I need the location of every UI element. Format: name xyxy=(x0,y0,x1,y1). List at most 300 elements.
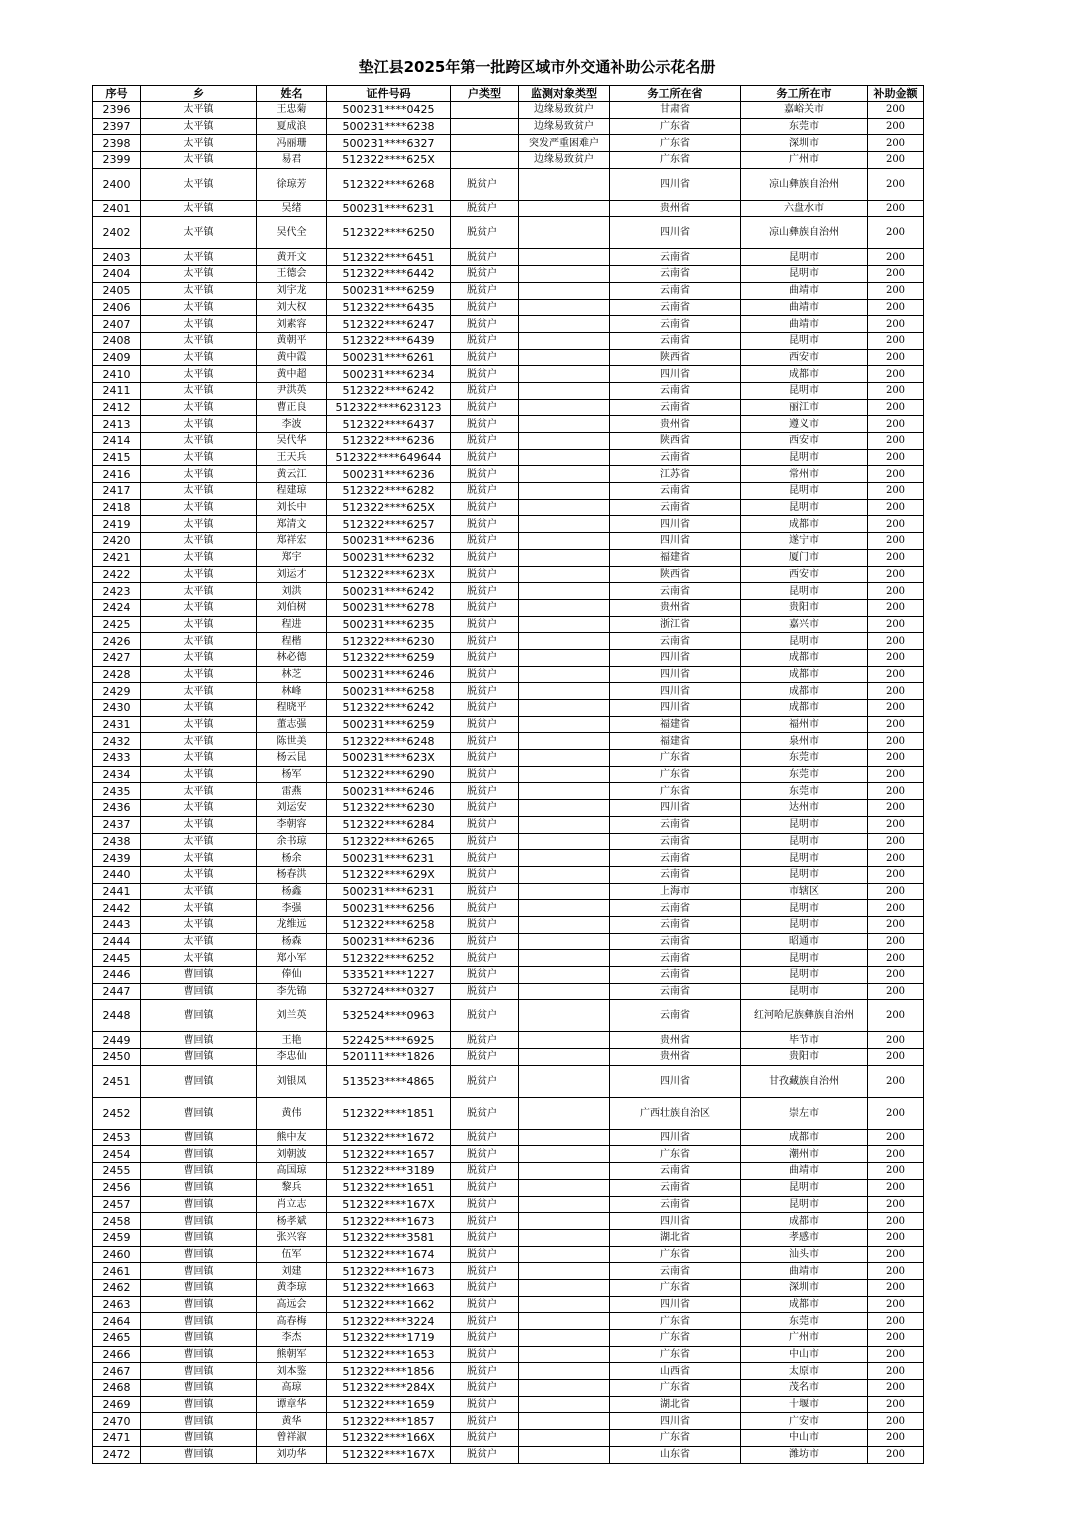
cell-work-province: 陕西省 xyxy=(610,433,741,450)
cell-monitor-type xyxy=(519,733,610,750)
cell-serial: 2428 xyxy=(93,666,141,683)
cell-name: 高远会 xyxy=(257,1296,327,1313)
cell-serial: 2412 xyxy=(93,399,141,416)
cell-town: 太平镇 xyxy=(141,866,257,883)
cell-id-number: 512322****6259 xyxy=(327,649,451,666)
cell-serial: 2398 xyxy=(93,135,141,152)
cell-town: 曹回镇 xyxy=(141,1229,257,1246)
cell-id-number: 500231****6235 xyxy=(327,616,451,633)
cell-work-province: 广东省 xyxy=(610,135,741,152)
cell-name: 郑清文 xyxy=(257,516,327,533)
cell-work-province: 四川省 xyxy=(610,217,741,249)
cell-household-type: 脱贫户 xyxy=(451,1296,519,1313)
cell-work-city: 广州市 xyxy=(741,1330,868,1347)
cell-work-city: 成都市 xyxy=(741,1296,868,1313)
cell-work-province: 上海市 xyxy=(610,883,741,900)
cell-name: 郑小军 xyxy=(257,950,327,967)
cell-serial: 2403 xyxy=(93,249,141,266)
cell-name: 程进 xyxy=(257,616,327,633)
cell-monitor-type xyxy=(519,1263,610,1280)
cell-id-number: 500231****6259 xyxy=(327,282,451,299)
cell-household-type: 脱贫户 xyxy=(451,1049,519,1066)
cell-monitor-type xyxy=(519,1380,610,1397)
cell-household-type: 脱贫户 xyxy=(451,1430,519,1447)
cell-household-type: 脱贫户 xyxy=(451,1396,519,1413)
cell-town: 曹回镇 xyxy=(141,1000,257,1032)
cell-town: 曹回镇 xyxy=(141,1346,257,1363)
cell-work-city: 昭通市 xyxy=(741,933,868,950)
cell-town: 曹回镇 xyxy=(141,1213,257,1230)
cell-serial: 2447 xyxy=(93,983,141,1000)
cell-household-type: 脱贫户 xyxy=(451,666,519,683)
cell-town: 太平镇 xyxy=(141,382,257,399)
cell-work-city: 昆明市 xyxy=(741,983,868,1000)
cell-subsidy-amount: 200 xyxy=(868,1430,924,1447)
table-row xyxy=(93,449,924,466)
cell-monitor-type xyxy=(519,332,610,349)
cell-subsidy-amount: 200 xyxy=(868,499,924,516)
cell-subsidy-amount: 200 xyxy=(868,816,924,833)
cell-id-number: 500231****6231 xyxy=(327,883,451,900)
cell-subsidy-amount: 200 xyxy=(868,1246,924,1263)
cell-town: 太平镇 xyxy=(141,833,257,850)
cell-serial: 2417 xyxy=(93,483,141,500)
cell-monitor-type xyxy=(519,349,610,366)
cell-household-type: 脱贫户 xyxy=(451,933,519,950)
table-row xyxy=(93,733,924,750)
table-row xyxy=(93,200,924,217)
cell-monitor-type xyxy=(519,633,610,650)
cell-work-city: 潍坊市 xyxy=(741,1446,868,1463)
table-row xyxy=(93,1313,924,1330)
cell-serial: 2415 xyxy=(93,449,141,466)
cell-serial: 2407 xyxy=(93,316,141,333)
cell-subsidy-amount: 200 xyxy=(868,416,924,433)
cell-town: 曹回镇 xyxy=(141,983,257,1000)
cell-name: 林峰 xyxy=(257,683,327,700)
cell-subsidy-amount: 200 xyxy=(868,716,924,733)
table-row xyxy=(93,366,924,383)
cell-household-type: 脱贫户 xyxy=(451,683,519,700)
cell-town: 太平镇 xyxy=(141,666,257,683)
cell-work-province: 陕西省 xyxy=(610,349,741,366)
cell-work-province: 贵州省 xyxy=(610,1049,741,1066)
cell-town: 太平镇 xyxy=(141,750,257,767)
cell-household-type: 脱贫户 xyxy=(451,1146,519,1163)
cell-serial: 2421 xyxy=(93,549,141,566)
cell-work-province: 四川省 xyxy=(610,168,741,200)
cell-monitor-type xyxy=(519,816,610,833)
cell-work-city: 成都市 xyxy=(741,649,868,666)
cell-household-type xyxy=(451,135,519,152)
cell-name: 易君 xyxy=(257,152,327,169)
cell-monitor-type xyxy=(519,466,610,483)
cell-serial: 2466 xyxy=(93,1346,141,1363)
cell-subsidy-amount: 200 xyxy=(868,800,924,817)
cell-serial: 2409 xyxy=(93,349,141,366)
cell-work-city: 昆明市 xyxy=(741,833,868,850)
cell-work-city: 东莞市 xyxy=(741,783,868,800)
table-row xyxy=(93,666,924,683)
cell-work-city: 昆明市 xyxy=(741,900,868,917)
cell-subsidy-amount: 200 xyxy=(868,649,924,666)
cell-town: 太平镇 xyxy=(141,299,257,316)
cell-town: 太平镇 xyxy=(141,566,257,583)
cell-work-city: 昆明市 xyxy=(741,816,868,833)
cell-id-number: 512322****6268 xyxy=(327,168,451,200)
cell-name: 杨军 xyxy=(257,766,327,783)
cell-id-number: 500231****623X xyxy=(327,750,451,767)
cell-serial: 2406 xyxy=(93,299,141,316)
cell-monitor-type xyxy=(519,483,610,500)
cell-work-province: 广东省 xyxy=(610,1313,741,1330)
cell-subsidy-amount: 200 xyxy=(868,883,924,900)
cell-subsidy-amount: 200 xyxy=(868,349,924,366)
cell-work-city: 凉山彝族自治州 xyxy=(741,168,868,200)
cell-subsidy-amount: 200 xyxy=(868,433,924,450)
table-row xyxy=(93,299,924,316)
cell-serial: 2442 xyxy=(93,900,141,917)
cell-serial: 2402 xyxy=(93,217,141,249)
cell-work-province: 云南省 xyxy=(610,299,741,316)
cell-work-city: 常州市 xyxy=(741,466,868,483)
cell-id-number: 512322****166X xyxy=(327,1430,451,1447)
cell-id-number: 512322****6290 xyxy=(327,766,451,783)
cell-town: 曹回镇 xyxy=(141,1296,257,1313)
cell-serial: 2449 xyxy=(93,1032,141,1049)
cell-monitor-type xyxy=(519,1396,610,1413)
cell-serial: 2468 xyxy=(93,1380,141,1397)
cell-work-province: 四川省 xyxy=(610,366,741,383)
cell-serial: 2399 xyxy=(93,152,141,169)
cell-work-city: 丽江市 xyxy=(741,399,868,416)
cell-id-number: 512322****6282 xyxy=(327,483,451,500)
cell-id-number: 512322****6257 xyxy=(327,516,451,533)
table-row xyxy=(93,1049,924,1066)
cell-work-city: 甘孜藏族自治州 xyxy=(741,1065,868,1097)
cell-work-province: 广西壮族自治区 xyxy=(610,1097,741,1129)
cell-serial: 2454 xyxy=(93,1146,141,1163)
table-row xyxy=(93,382,924,399)
cell-town: 太平镇 xyxy=(141,583,257,600)
cell-serial: 2416 xyxy=(93,466,141,483)
cell-name: 黄开文 xyxy=(257,249,327,266)
cell-work-province: 云南省 xyxy=(610,816,741,833)
cell-work-city: 昆明市 xyxy=(741,950,868,967)
cell-subsidy-amount: 200 xyxy=(868,566,924,583)
cell-name: 程建琼 xyxy=(257,483,327,500)
table-row xyxy=(93,967,924,984)
cell-serial: 2460 xyxy=(93,1246,141,1263)
cell-work-city: 中山市 xyxy=(741,1430,868,1447)
header-monitor-type: 监测对象类型 xyxy=(519,86,610,102)
cell-monitor-type xyxy=(519,1363,610,1380)
cell-town: 太平镇 xyxy=(141,766,257,783)
cell-town: 曹回镇 xyxy=(141,1146,257,1163)
cell-id-number: 512322****6248 xyxy=(327,733,451,750)
cell-monitor-type xyxy=(519,750,610,767)
cell-monitor-type xyxy=(519,1065,610,1097)
cell-work-province: 云南省 xyxy=(610,382,741,399)
cell-serial: 2456 xyxy=(93,1179,141,1196)
cell-town: 太平镇 xyxy=(141,716,257,733)
table-row xyxy=(93,1163,924,1180)
cell-id-number: 512322****1659 xyxy=(327,1396,451,1413)
cell-town: 曹回镇 xyxy=(141,1032,257,1049)
cell-subsidy-amount: 200 xyxy=(868,750,924,767)
cell-town: 太平镇 xyxy=(141,416,257,433)
cell-subsidy-amount: 200 xyxy=(868,866,924,883)
cell-subsidy-amount: 200 xyxy=(868,1330,924,1347)
cell-household-type: 脱贫户 xyxy=(451,466,519,483)
cell-work-province: 广东省 xyxy=(610,152,741,169)
cell-monitor-type xyxy=(519,700,610,717)
cell-id-number: 512322****6265 xyxy=(327,833,451,850)
cell-id-number: 500231****6256 xyxy=(327,900,451,917)
cell-monitor-type xyxy=(519,1146,610,1163)
cell-id-number: 512322****1663 xyxy=(327,1279,451,1296)
table-row xyxy=(93,616,924,633)
cell-serial: 2453 xyxy=(93,1129,141,1146)
table-row xyxy=(93,1196,924,1213)
header-town: 乡 xyxy=(141,86,257,102)
cell-town: 太平镇 xyxy=(141,783,257,800)
cell-work-province: 云南省 xyxy=(610,266,741,283)
cell-town: 曹回镇 xyxy=(141,1065,257,1097)
cell-town: 曹回镇 xyxy=(141,1097,257,1129)
cell-household-type xyxy=(451,118,519,135)
cell-work-city: 茂名市 xyxy=(741,1380,868,1397)
cell-work-city: 曲靖市 xyxy=(741,1163,868,1180)
cell-id-number: 512322****3581 xyxy=(327,1229,451,1246)
cell-serial: 2420 xyxy=(93,533,141,550)
cell-subsidy-amount: 200 xyxy=(868,666,924,683)
cell-work-city: 福州市 xyxy=(741,716,868,733)
cell-subsidy-amount: 200 xyxy=(868,1129,924,1146)
cell-town: 曹回镇 xyxy=(141,1430,257,1447)
cell-subsidy-amount: 200 xyxy=(868,332,924,349)
cell-town: 太平镇 xyxy=(141,449,257,466)
cell-subsidy-amount: 200 xyxy=(868,1346,924,1363)
cell-work-province: 云南省 xyxy=(610,332,741,349)
cell-subsidy-amount: 200 xyxy=(868,217,924,249)
cell-work-city: 崇左市 xyxy=(741,1097,868,1129)
cell-serial: 2431 xyxy=(93,716,141,733)
cell-id-number: 512322****1719 xyxy=(327,1330,451,1347)
table-row xyxy=(93,1097,924,1129)
table-row xyxy=(93,1363,924,1380)
cell-serial: 2401 xyxy=(93,200,141,217)
cell-household-type: 脱贫户 xyxy=(451,1380,519,1397)
cell-serial: 2465 xyxy=(93,1330,141,1347)
cell-id-number: 512322****1674 xyxy=(327,1246,451,1263)
cell-serial: 2433 xyxy=(93,750,141,767)
cell-id-number: 532724****0327 xyxy=(327,983,451,1000)
cell-monitor-type xyxy=(519,1246,610,1263)
cell-name: 高国琼 xyxy=(257,1163,327,1180)
table-row xyxy=(93,282,924,299)
cell-id-number: 500231****6236 xyxy=(327,533,451,550)
cell-subsidy-amount: 200 xyxy=(868,316,924,333)
cell-work-city: 昆明市 xyxy=(741,449,868,466)
cell-name: 黎兵 xyxy=(257,1179,327,1196)
cell-name: 王天兵 xyxy=(257,449,327,466)
cell-id-number: 512322****6230 xyxy=(327,633,451,650)
cell-work-city: 昆明市 xyxy=(741,633,868,650)
cell-household-type: 脱贫户 xyxy=(451,382,519,399)
cell-town: 太平镇 xyxy=(141,316,257,333)
cell-monitor-type xyxy=(519,1163,610,1180)
cell-monitor-type xyxy=(519,583,610,600)
cell-name: 刘功华 xyxy=(257,1446,327,1463)
cell-monitor-type xyxy=(519,516,610,533)
cell-subsidy-amount: 200 xyxy=(868,700,924,717)
cell-town: 太平镇 xyxy=(141,916,257,933)
cell-town: 太平镇 xyxy=(141,399,257,416)
cell-serial: 2400 xyxy=(93,168,141,200)
cell-name: 郑宇 xyxy=(257,549,327,566)
cell-work-city: 孝感市 xyxy=(741,1229,868,1246)
cell-work-province: 广东省 xyxy=(610,1246,741,1263)
cell-serial: 2423 xyxy=(93,583,141,600)
cell-work-city: 曲靖市 xyxy=(741,316,868,333)
cell-serial: 2422 xyxy=(93,566,141,583)
cell-work-city: 东莞市 xyxy=(741,118,868,135)
cell-name: 刘兰英 xyxy=(257,1000,327,1032)
cell-work-city: 西安市 xyxy=(741,433,868,450)
cell-town: 太平镇 xyxy=(141,168,257,200)
cell-name: 陈世美 xyxy=(257,733,327,750)
cell-name: 郑祥宏 xyxy=(257,533,327,550)
cell-id-number: 512322****1673 xyxy=(327,1263,451,1280)
cell-household-type: 脱贫户 xyxy=(451,168,519,200)
cell-monitor-type xyxy=(519,900,610,917)
cell-work-province: 四川省 xyxy=(610,1213,741,1230)
cell-monitor-type xyxy=(519,1032,610,1049)
cell-serial: 2414 xyxy=(93,433,141,450)
cell-serial: 2404 xyxy=(93,266,141,283)
table-row xyxy=(93,883,924,900)
cell-name: 黄中超 xyxy=(257,366,327,383)
cell-work-city: 曲靖市 xyxy=(741,299,868,316)
cell-town: 曹回镇 xyxy=(141,1246,257,1263)
cell-town: 曹回镇 xyxy=(141,1413,257,1430)
cell-town: 太平镇 xyxy=(141,633,257,650)
cell-subsidy-amount: 200 xyxy=(868,633,924,650)
table-row xyxy=(93,1146,924,1163)
cell-work-city: 遵义市 xyxy=(741,416,868,433)
cell-subsidy-amount: 200 xyxy=(868,152,924,169)
cell-subsidy-amount: 200 xyxy=(868,1380,924,1397)
cell-name: 李杰 xyxy=(257,1330,327,1347)
cell-work-province: 云南省 xyxy=(610,833,741,850)
cell-id-number: 500231****6261 xyxy=(327,349,451,366)
cell-work-province: 云南省 xyxy=(610,916,741,933)
cell-name: 杨鑫 xyxy=(257,883,327,900)
cell-name: 林必德 xyxy=(257,649,327,666)
header-subsidy-amount: 补助金额 xyxy=(868,86,924,102)
cell-monitor-type xyxy=(519,1313,610,1330)
cell-name: 刘建 xyxy=(257,1263,327,1280)
cell-serial: 2448 xyxy=(93,1000,141,1032)
cell-subsidy-amount: 200 xyxy=(868,366,924,383)
cell-monitor-type xyxy=(519,916,610,933)
cell-name: 李先锦 xyxy=(257,983,327,1000)
table-row xyxy=(93,516,924,533)
table-row xyxy=(93,1413,924,1430)
cell-name: 王艳 xyxy=(257,1032,327,1049)
cell-id-number: 500231****6236 xyxy=(327,466,451,483)
cell-household-type: 脱贫户 xyxy=(451,366,519,383)
cell-town: 曹回镇 xyxy=(141,1363,257,1380)
cell-serial: 2408 xyxy=(93,332,141,349)
cell-name: 林芝 xyxy=(257,666,327,683)
table-row xyxy=(93,1380,924,1397)
cell-work-province: 广东省 xyxy=(610,783,741,800)
cell-work-province: 云南省 xyxy=(610,449,741,466)
cell-household-type: 脱贫户 xyxy=(451,1179,519,1196)
cell-household-type: 脱贫户 xyxy=(451,783,519,800)
cell-work-province: 四川省 xyxy=(610,1296,741,1313)
cell-monitor-type: 边缘易致贫户 xyxy=(519,152,610,169)
cell-subsidy-amount: 200 xyxy=(868,950,924,967)
cell-town: 太平镇 xyxy=(141,499,257,516)
cell-monitor-type xyxy=(519,766,610,783)
cell-id-number: 500231****0425 xyxy=(327,102,451,119)
cell-town: 曹回镇 xyxy=(141,967,257,984)
cell-name: 黄朝平 xyxy=(257,332,327,349)
table-row xyxy=(93,349,924,366)
cell-name: 刘伯树 xyxy=(257,599,327,616)
cell-serial: 2432 xyxy=(93,733,141,750)
cell-town: 曹回镇 xyxy=(141,1049,257,1066)
table-row xyxy=(93,1065,924,1097)
cell-town: 太平镇 xyxy=(141,800,257,817)
cell-work-city: 东莞市 xyxy=(741,750,868,767)
cell-work-province: 云南省 xyxy=(610,633,741,650)
cell-work-city: 市辖区 xyxy=(741,883,868,900)
cell-household-type: 脱贫户 xyxy=(451,449,519,466)
table-row xyxy=(93,599,924,616)
cell-work-city: 凉山彝族自治州 xyxy=(741,217,868,249)
cell-id-number: 512322****1851 xyxy=(327,1097,451,1129)
cell-household-type: 脱贫户 xyxy=(451,1097,519,1129)
cell-work-province: 陕西省 xyxy=(610,566,741,583)
cell-work-province: 四川省 xyxy=(610,1065,741,1097)
cell-id-number: 512322****1673 xyxy=(327,1213,451,1230)
cell-work-city: 遂宁市 xyxy=(741,533,868,550)
cell-name: 王忠菊 xyxy=(257,102,327,119)
cell-monitor-type xyxy=(519,449,610,466)
cell-work-province: 云南省 xyxy=(610,983,741,1000)
cell-monitor-type xyxy=(519,566,610,583)
cell-name: 熊朝军 xyxy=(257,1346,327,1363)
cell-household-type: 脱贫户 xyxy=(451,950,519,967)
cell-household-type: 脱贫户 xyxy=(451,1065,519,1097)
cell-name: 吴代华 xyxy=(257,433,327,450)
cell-work-city: 成都市 xyxy=(741,1213,868,1230)
cell-household-type: 脱贫户 xyxy=(451,1032,519,1049)
cell-town: 太平镇 xyxy=(141,516,257,533)
cell-subsidy-amount: 200 xyxy=(868,266,924,283)
cell-town: 曹回镇 xyxy=(141,1380,257,1397)
cell-name: 高琼 xyxy=(257,1380,327,1397)
cell-town: 太平镇 xyxy=(141,282,257,299)
cell-subsidy-amount: 200 xyxy=(868,399,924,416)
cell-name: 俸仙 xyxy=(257,967,327,984)
cell-household-type: 脱贫户 xyxy=(451,282,519,299)
cell-id-number: 512322****649644 xyxy=(327,449,451,466)
